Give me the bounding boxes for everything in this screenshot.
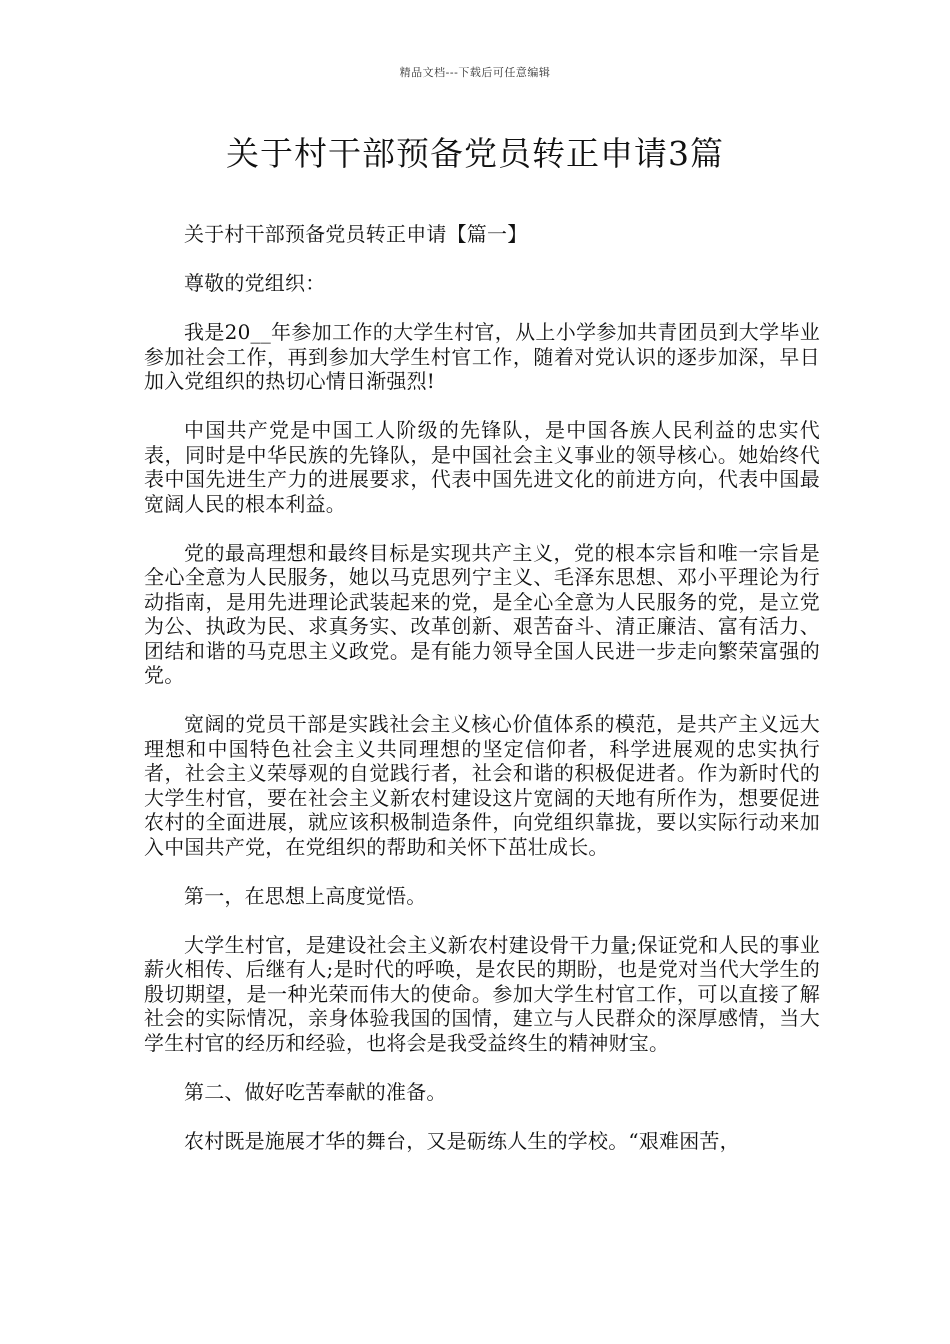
- salutation: 尊敬的党组织：: [184, 271, 326, 295]
- subheading: 第一，在思想上高度觉悟。: [184, 883, 427, 908]
- paragraph: 宽阔的党员干部是实践社会主义核心价值体系的模范，是共产主义远大理想和中国特色社会主义共同理想的坚定信仰者，科学进展观的忠实执行者，社会主义荣辱观的自觉践行者，社会和谐的积极促进者。作为新时代的大学生村官，要在社会主义新农村建设这片宽阔的天地有所作为，想要促进农村的全面进展，就应该积极制造条件，向党组织靠拢，要以实际行动来加入中国共产党，在党组织的帮助和关怀下茁壮成长。: [144, 712, 820, 859]
- paragraph: 我是20__年参加工作的大学生村官，从上小学参加共青团员到大学毕业参加社会工作，再到参加大学生村官工作，随着对党认识的逐步加深，早日加入党组织的热切心情日渐强烈!: [144, 320, 820, 393]
- paragraph: 党的最高理想和最终目标是实现共产主义，党的根本宗旨和唯一宗旨是全心全意为人民服务，她以马克思列宁主义、毛泽东思想、邓小平理论为行动指南，是用先进理论武装起来的党，是全心全意为人民服务的党，是立党为公、执政为民、求真务实、改革创新、艰苦奋斗、清正廉洁、富有活力、团结和谐的马克思主义政党。是有能力领导全国人民进一步走向繁荣富强的党。: [144, 540, 820, 687]
- paragraph: 农村既是施展才华的舞台，又是砺练人生的学校。“艰难困苦，: [184, 1128, 740, 1153]
- section-heading: 关于村干部预备党员转正申请【篇一】: [184, 222, 528, 246]
- header-note: 精品文档---下载后可任意编辑: [399, 66, 551, 79]
- document-title: 关于村干部预备党员转正申请3篇: [226, 134, 724, 173]
- document-body: [144, 222, 820, 1178]
- paragraph: 中国共产党是中国工人阶级的先锋队，是中国各族人民利益的忠实代表，同时是中华民族的先锋队，是中国社会主义事业的领导核心。她始终代表中国先进生产力的进展要求，代表中国先进文化的前进方向，代表中国最宽阔人民的根本利益。: [144, 418, 820, 516]
- paragraph: 大学生村官，是建设社会主义新农村建设骨干力量;保证党和人民的事业薪火相传、后继有人;是时代的呼唤，是农民的期盼，也是党对当代大学生的殷切期望，是一种光荣而伟大的使命。参加大学生村官工作，可以直接了解社会的实际情况，亲身体验我国的国情，建立与人民群众的深厚感情，当大学生村官的经历和经验，也将会是我受益终生的精神财宝。: [144, 932, 820, 1055]
- subheading: 第二、做好吃苦奉献的准备。: [184, 1079, 447, 1104]
